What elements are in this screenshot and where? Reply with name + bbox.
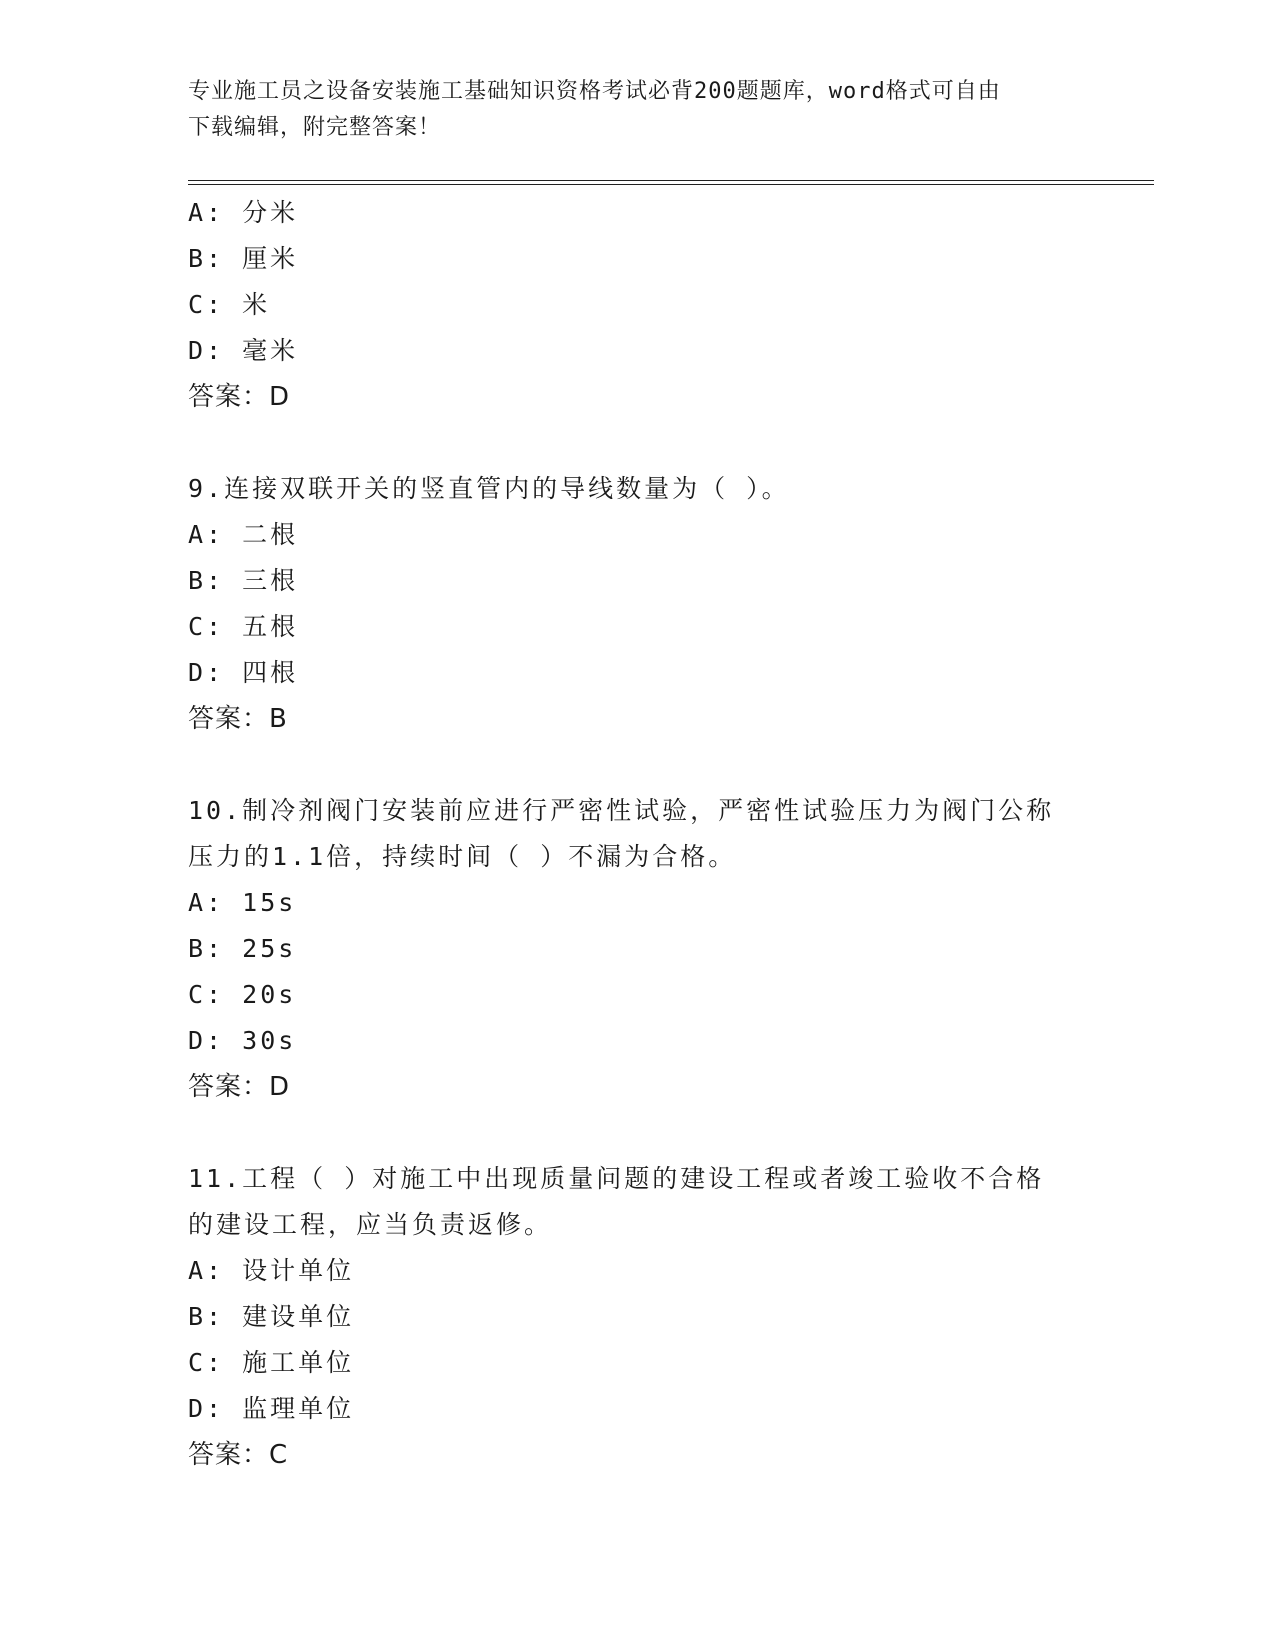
option-d: D: 四根	[188, 658, 299, 687]
answer-line: 答案：D	[188, 1072, 291, 1102]
question-stem: 9.连接双联开关的竖直管内的导线数量为（ ）。	[188, 474, 790, 503]
option-d: D: 30s	[188, 1026, 297, 1055]
option-a: A: 设计单位	[188, 1256, 355, 1285]
option-a: A: 15s	[188, 888, 297, 917]
question-block-8	[188, 190, 1088, 420]
question-block-9	[188, 466, 1088, 742]
answer-line: 答案：D	[188, 382, 291, 412]
question-block-11	[188, 1156, 1088, 1478]
answer-line: 答案：B	[188, 704, 288, 734]
option-a: A: 二根	[188, 520, 299, 549]
question-block-10	[188, 788, 1088, 1110]
header-divider-bottom	[188, 184, 1154, 185]
option-a: A: 分米	[188, 198, 299, 227]
question-stem-line-1: 10.制冷剂阀门安装前应进行严密性试验，严密性试验压力为阀门公称	[188, 796, 1055, 825]
option-b: B: 建设单位	[188, 1302, 355, 1331]
question-stem-line-1: 11.工程（ ）对施工中出现质量问题的建设工程或者竣工验收不合格	[188, 1164, 1045, 1193]
question-stem-line-2: 压力的1.1倍，持续时间（ ）不漏为合格。	[188, 842, 737, 871]
header-divider-top	[188, 180, 1154, 181]
option-d: D: 毫米	[188, 336, 299, 365]
option-c: C: 施工单位	[188, 1348, 355, 1377]
option-d: D: 监理单位	[188, 1394, 355, 1423]
option-c: C: 五根	[188, 612, 299, 641]
option-b: B: 25s	[188, 934, 297, 963]
header-line-2: 下载编辑，附完整答案！	[188, 115, 442, 140]
option-b: B: 厘米	[188, 244, 299, 273]
document-header	[188, 74, 1068, 146]
question-stem-line-2: 的建设工程，应当负责返修。	[188, 1210, 553, 1239]
option-c: C: 20s	[188, 980, 297, 1009]
option-c: C: 米	[188, 290, 271, 319]
answer-line: 答案：C	[188, 1440, 289, 1470]
document-body	[188, 190, 1088, 1478]
header-line-1: 专业施工员之设备安装施工基础知识资格考试必背200题题库，word格式可自由	[188, 79, 1001, 104]
option-b: B: 三根	[188, 566, 299, 595]
